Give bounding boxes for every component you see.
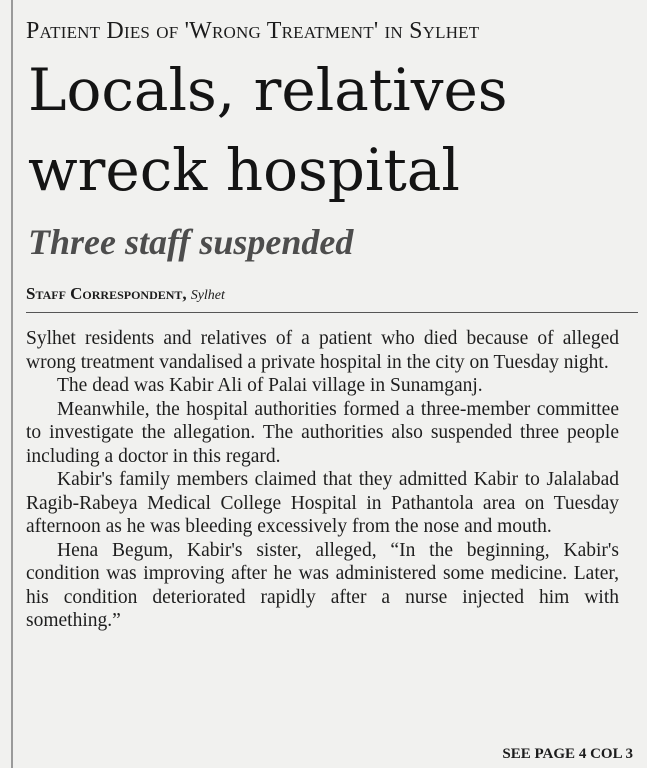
byline <box>26 284 225 304</box>
byline-author: Staff Correspondent, <box>26 284 187 303</box>
byline-divider <box>26 312 638 313</box>
paragraph: Hena Begum, Kabir's sister, alleged, “In the beginning, Kabir's condition was improving after he was administered some medicine. Later, his condition deteriorated rapidly after a nurse injected him with something.” <box>26 539 619 631</box>
headline-line-2: wreck hospital <box>28 136 460 204</box>
kicker: Patient Dies of 'Wrong Treatment' in Sylhet <box>26 18 480 44</box>
paragraph: Kabir's family members claimed that they admitted Kabir to Jalalabad Ragib-Rabeya Medical College Hospital in Pathantola area on Tuesday afternoon as he was bleeding excessively from the nose and mouth. <box>26 469 619 537</box>
byline-location: Sylhet <box>190 288 225 303</box>
article-body <box>26 327 619 633</box>
headline-line-1: Locals, relatives <box>28 56 508 124</box>
paragraph: The dead was Kabir Ali of Palai village in Sunamganj. <box>57 375 483 396</box>
column-divider <box>11 0 13 768</box>
news-article <box>26 0 636 768</box>
headline <box>28 50 638 210</box>
paragraph: Sylhet residents and relatives of a patient who died because of alleged wrong treatment vandalised a private hospital in the city on Tuesday night. <box>26 328 619 373</box>
subheadline: Three staff suspended <box>28 222 354 262</box>
continuation-link[interactable]: SEE PAGE 4 COL 3 <box>502 746 633 762</box>
paragraph: Meanwhile, the hospital authorities formed a three-member committee to investigate the allegation. The authorities also suspended three people including a doctor in this regard. <box>26 398 619 467</box>
